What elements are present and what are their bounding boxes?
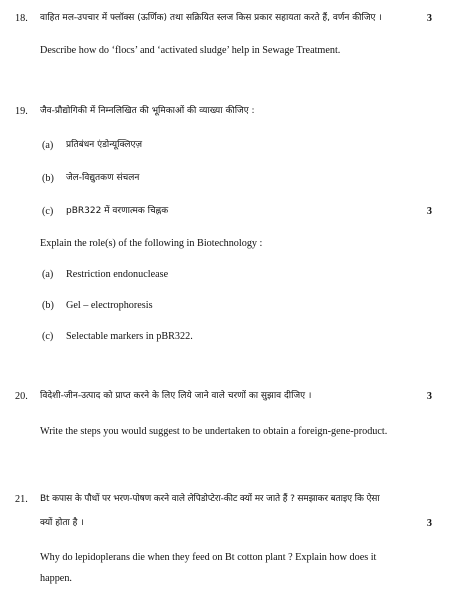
part-text: प्रतिबंधन एंडोन्यूक्लिएज़: [66, 140, 143, 150]
part-label: (a): [42, 269, 54, 280]
marks: 3: [426, 13, 432, 24]
question-english-text: Write the steps you would suggest to be undertaken to obtain a foreign-gene-product.: [40, 426, 388, 437]
question-hindi-text: जैव-प्रौद्योगिकी में निम्नलिखित की भूमिकाओं की व्याख्या कीजिए :: [40, 106, 255, 116]
question-english-text: happen.: [40, 573, 72, 584]
part-label: (c): [42, 331, 54, 342]
question-number: 19.: [15, 106, 28, 117]
part-text: जेल-विद्युतकण संचलन: [66, 173, 140, 183]
part-label: (c): [42, 206, 54, 217]
marks: 3: [426, 391, 432, 402]
question-number: 18.: [15, 13, 28, 24]
part-text: Gel – electrophoresis: [66, 300, 153, 311]
part-text: pBR322 में वरणात्मक चिह्नक: [66, 206, 169, 216]
question-english-text: Why do lepidoplerans die when they feed on Bt cotton plant ? Explain how does it: [40, 552, 377, 563]
question-english-text: Describe how do ‘flocs’ and ‘activated sludge’ help in Sewage Treatment.: [40, 45, 341, 56]
part-label: (b): [42, 173, 54, 184]
question-hindi-text: वाहित मल-उपचार में फ्लॉक्स (ऊर्णिक) तथा सक्रियित स्लज किस प्रकार सहायता करते हैं, वर्णन कीजिए ।: [40, 13, 382, 23]
question-english-text: Explain the role(s) of the following in Biotechnology :: [40, 238, 263, 249]
marks: 3: [426, 206, 432, 217]
question-hindi-text: विदेशी-जीन-उत्पाद को प्राप्त करने के लिए लिये जाने वाले चरणों का सुझाव दीजिए ।: [40, 391, 312, 401]
question-number: 21.: [15, 494, 28, 505]
part-text: Selectable markers in pBR322.: [66, 331, 193, 342]
part-label: (b): [42, 300, 54, 311]
question-number: 20.: [15, 391, 28, 402]
marks: 3: [426, 518, 432, 529]
question-hindi-text: Bt कपास के पौधों पर भरण-पोषण करने वाले लेपिडोप्टेरा-कीट क्यों मर जाते हैं ? समझाकर बताइए कि ऐसा: [40, 494, 380, 504]
part-label: (a): [42, 140, 54, 151]
question-hindi-text: क्यों होता है ।: [40, 518, 84, 528]
part-text: Restriction endonuclease: [66, 269, 169, 280]
